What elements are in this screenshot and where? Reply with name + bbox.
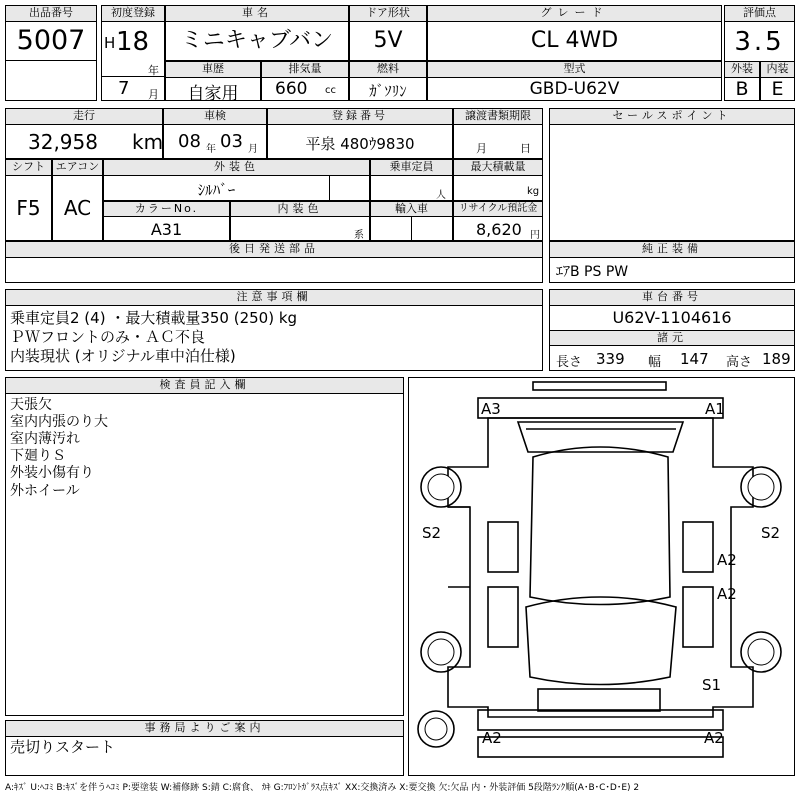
diagram-frame <box>409 378 795 776</box>
capacity-label: 乗車定員 <box>370 159 453 176</box>
inspector-line-5: 外装小傷有り <box>10 465 94 481</box>
notes-line-2: ＰＷフロントのみ・ＡＣ不良 <box>10 328 206 346</box>
lot-no-label: 出品番号 <box>5 5 97 22</box>
reg-month: 7 <box>118 78 130 99</box>
mark-a2-rear-left: A2 <box>482 729 502 747</box>
inspection-label: 車検 <box>163 108 267 125</box>
inspection-year: 08 <box>178 131 201 152</box>
ac: AC <box>63 196 92 220</box>
fuel: ｶﾞｿﾘﾝ <box>369 82 407 100</box>
displacement: 660 <box>275 79 308 99</box>
wheel-front-left-inner <box>428 474 454 500</box>
inspector-line-4: 下廻りＳ <box>10 448 66 464</box>
door-type: 5V <box>373 28 403 53</box>
deferred-label: 後日発送部品 <box>5 241 543 258</box>
max-load-unit: kg <box>527 186 540 197</box>
lot-no: 5007 <box>16 25 86 56</box>
ext-color-label: 外装色 <box>103 159 370 176</box>
office-label: 事務局よりご案内 <box>5 720 404 737</box>
legend: A:ｷｽﾞ U:ﾍｺﾐ B:ｷｽﾞを伴うﾍｺﾐ P:要塗装 W:補修跡 S:錆 C:腐食、 ｶｷ G:ﾌﾛﾝﾄｶﾞﾗｽ点ｷｽﾞ XX:交換済み X:要交換 欠:欠品 内・外装評価 5段階ﾗﾝｸ順(A･B･C･D･E) 2 <box>5 783 640 793</box>
chassis-number: U62V-1104616 <box>612 308 732 327</box>
width: 147 <box>680 350 709 368</box>
mark-a1: A1 <box>705 400 725 418</box>
mileage-label: 走行 <box>5 108 163 125</box>
transfer-day: 日 <box>520 142 531 155</box>
ac-label: エアコン <box>52 159 103 176</box>
wheel-rear-left-inner <box>428 639 454 665</box>
exterior-label: 外装 <box>724 61 760 78</box>
lot-no-blank <box>5 60 97 101</box>
inspector-label: 検査員記入欄 <box>5 377 404 394</box>
sales-point-label: セールスポイント <box>549 108 795 125</box>
chassis-label: 車台番号 <box>549 289 795 306</box>
inspector-line-3: 室内薄汚れ <box>10 431 80 447</box>
notes-label: 注意事項欄 <box>5 289 543 306</box>
mark-s1: S1 <box>702 676 722 694</box>
year-unit: 年 <box>148 64 159 77</box>
history-label: 車歴 <box>165 61 261 78</box>
inspection-year-unit: 年 <box>206 144 216 155</box>
inspector-line-1: 天張欠 <box>10 397 52 413</box>
genuine-label: 純正装備 <box>549 241 795 258</box>
capacity-unit: 人 <box>436 190 446 201</box>
mark-a3: A3 <box>481 400 501 418</box>
car-name-label: 車名 <box>165 5 349 22</box>
inspector-line-6: 外ホイール <box>10 483 80 499</box>
notes-line-1: 乗車定員2 (4) ・最大積載量350 (250) kg <box>10 309 298 327</box>
exterior-grade: B <box>735 78 749 100</box>
ext-color: ｼﾙﾊﾞｰ <box>197 181 236 199</box>
shift-label: シフト <box>5 159 52 176</box>
mark-a2-side-2: A2 <box>717 585 737 603</box>
int-color-unit: 系 <box>354 230 364 241</box>
length-label: 長さ <box>556 355 583 370</box>
mileage: 32,958 <box>28 130 98 154</box>
transfer-month: 月 <box>476 142 487 155</box>
car-name: ミニキャブバン <box>180 28 334 53</box>
sales-point-box <box>549 108 795 241</box>
recycle: 8,620 <box>476 220 522 239</box>
wheel-front-right-inner <box>748 474 774 500</box>
int-color-cell <box>230 216 370 241</box>
height: 189 <box>762 350 791 368</box>
recycle-label: リサイクル預託金 <box>453 201 543 217</box>
damage-diagram <box>408 377 795 776</box>
max-load-label: 最大積載量 <box>453 159 543 176</box>
notes-line-3: 内装現状 (オリジナル車中泊仕様) <box>10 347 236 365</box>
reg-year: 18 <box>116 27 150 57</box>
wheel-rear-right-inner <box>748 639 774 665</box>
import-cell-1 <box>370 216 412 241</box>
door-label: ドア形状 <box>349 5 427 22</box>
genuine-equipment: ｴｱB PS PW <box>556 264 629 280</box>
plate: 平泉 480ｳ9830 <box>305 135 415 153</box>
interior-grade: E <box>771 78 784 100</box>
score: 3.5 <box>734 27 785 57</box>
import-cell-2 <box>411 216 453 241</box>
color-no: A31 <box>150 220 183 239</box>
inspector-line-2: 室内内張のり大 <box>10 414 108 430</box>
mileage-unit: km <box>132 130 164 154</box>
import-label: 輸入車 <box>370 201 453 217</box>
height-label: 高さ <box>726 355 753 370</box>
inspection-month: 03 <box>220 131 243 152</box>
mark-s2-left: S2 <box>422 524 442 542</box>
history: 自家用 <box>187 84 239 104</box>
recycle-unit: 円 <box>530 230 540 241</box>
shift: F5 <box>16 196 41 220</box>
era: H <box>104 34 116 52</box>
grade: CL 4WD <box>530 28 619 53</box>
int-color-label: 内装色 <box>230 201 370 217</box>
color-no-label: カラーNo. <box>103 201 230 217</box>
score-label: 評価点 <box>724 5 795 22</box>
ext-color-extra-cell <box>329 175 370 201</box>
transfer-label: 譲渡書類期限 <box>453 108 543 125</box>
office-text: 売切りスタート <box>10 738 116 756</box>
model-code: GBD-U62V <box>529 79 620 99</box>
month-unit: 月 <box>148 88 159 101</box>
width-label: 幅 <box>648 355 662 370</box>
interior-label: 内装 <box>760 61 795 78</box>
mark-s2-right: S2 <box>761 524 781 542</box>
inspection-month-unit: 月 <box>248 144 258 155</box>
model-code-label: 型式 <box>427 61 722 78</box>
mark-a2-side-1: A2 <box>717 551 737 569</box>
displacement-unit: cc <box>325 85 336 96</box>
plate-label: 登録番号 <box>267 108 453 125</box>
spec-label: 諸元 <box>549 330 795 346</box>
first-reg-label: 初度登録 <box>101 5 165 22</box>
spare-wheel-inner <box>425 718 447 740</box>
mark-a2-rear-right: A2 <box>704 729 724 747</box>
displacement-label: 排気量 <box>261 61 349 78</box>
grade-label: グレード <box>427 5 722 22</box>
length: 339 <box>596 350 625 368</box>
fuel-label: 燃料 <box>349 61 427 78</box>
deferred-cell <box>5 257 543 283</box>
